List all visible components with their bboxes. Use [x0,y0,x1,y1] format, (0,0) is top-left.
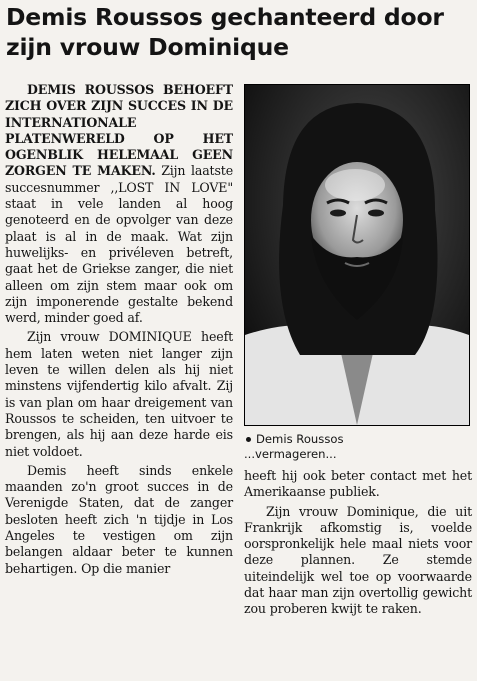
article-column-left [5,82,233,577]
article-column-right [244,468,472,618]
lead-body-text: Zijn laatste succesnummer ,,LOST IN LOVE" staat in vele landen al hoog genoteerd en de opvolger van deze plaat is al in de maak. Wat zijn huwelijks- en privéleven betreft, gaat het de Griekse zanger, die niet alleen om zijn stem maar ook om zijn imponerende gestalte bekend werd, minder goed af. [5,163,233,326]
bullet-icon [246,437,251,442]
headline-line-1: Demis Roussos gechanteerd door [6,3,444,31]
portrait-illustration [245,85,469,425]
photo-caption [244,432,470,462]
portrait-photo [244,84,470,426]
paragraph-4: Zijn vrouw Dominique, die uit Frankrijk afkomstig is, voelde oorspronkelijk hele maal niets voor deze plannen. Ze stemde uiteindelijk wel toe op voorwaarde dat haar man zijn overtollig gewicht zou proberen kwijt te raken. [244,503,472,617]
paragraph-2: Zijn vrouw DOMINIQUE heeft hem laten weten niet langer zijn leven te willen delen als hij niet minstens vijfendertig kilo afvalt. Zij is van plan om haar dreigement van Roussos te scheiden, ten uitvoer te brengen, als hij aan deze harde eis niet voldoet. [5,329,233,459]
paragraph-3: Demis heeft sinds enkele maanden zo'n groot succes in de Verenigde Staten, dat de zanger besloten heeft zich 'n tijdje in Los Angeles te vestigen om zijn belangen aldaar beter te kunnen behartigen. Op die manier [5,462,233,576]
caption-line-1: Demis Roussos [244,432,470,447]
paragraph-3-continued: heeft hij ook beter contact met het Amerikaanse publiek. [244,468,472,500]
caption-line-2: ...vermageren... [244,447,337,461]
headline-line-2: zijn vrouw Dominique [6,33,289,61]
lead-bold-text: DEMIS ROUSSOS BEHOEFT ZICH OVER ZIJN SUCCES IN DE INTERNATIONALE PLATENWERELD OP HET OGENBLIK HELEMAAL GEEN ZORGEN TE MAKEN. [5,82,233,179]
lead-paragraph [5,82,233,326]
headline [6,2,472,62]
